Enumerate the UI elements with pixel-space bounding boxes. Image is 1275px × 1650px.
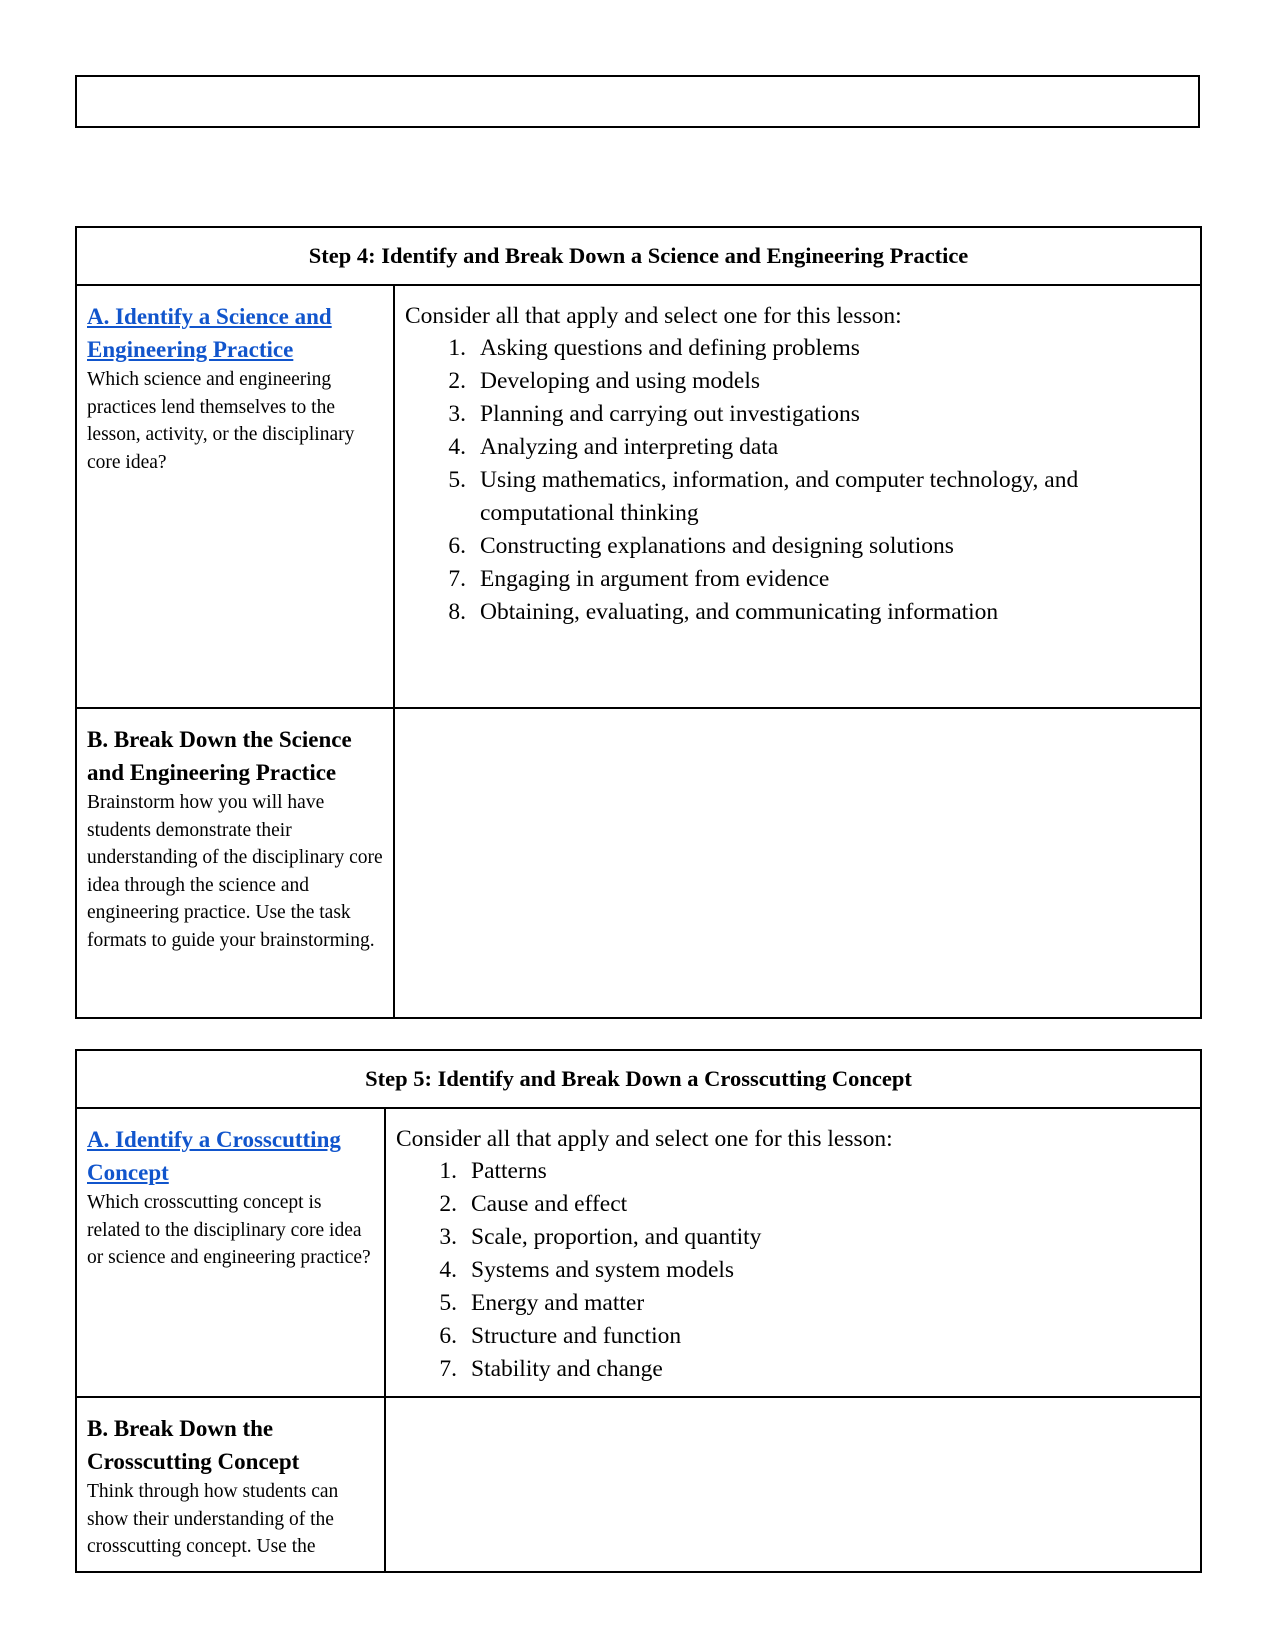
list-item: 3. Scale, proportion, and quantity (439, 1224, 762, 1250)
list-item: 2. Developing and using models (448, 368, 761, 394)
step4-section-a-label-cell (76, 285, 394, 708)
list-item: 7. Stability and change (439, 1356, 663, 1382)
list-item: 5. Energy and matter (439, 1290, 645, 1316)
step5-title: Step 5: Identify and Break Down a Crosscutting Concept (76, 1050, 1201, 1108)
step4-identify-practice-link[interactable]: A. Identify a Science and Engineering Practice (87, 304, 332, 362)
list-item: 2. Cause and effect (439, 1191, 628, 1217)
step5-identify-concept-link[interactable]: A. Identify a Crosscutting Concept (87, 1127, 341, 1185)
top-empty-box[interactable] (75, 75, 1200, 128)
list-item: 1. Patterns (439, 1158, 547, 1184)
step5-section-a-label-cell (76, 1108, 385, 1397)
step4-section-a-content-cell[interactable] (394, 285, 1201, 708)
step4-practice-intro: Consider all that apply and select one for this lesson: (405, 303, 902, 329)
step4-section-b-description: Brainstorm how you will have students demonstrate their understanding of the disciplinary core idea through the science and engineering practice. Use the task formats to guide your brainstorming. (87, 792, 383, 951)
list-item: 4. Analyzing and interpreting data (448, 434, 779, 460)
step5-table (75, 1049, 1202, 1573)
list-item: 1. Asking questions and defining problems (448, 335, 860, 361)
step4-table (75, 226, 1202, 1019)
step5-section-b-description: Think through how students can show their understanding of the crosscutting concept. Use the (87, 1481, 339, 1557)
list-item: 3. Planning and carrying out investigations (448, 401, 860, 427)
step5-concept-intro: Consider all that apply and select one for this lesson: (396, 1126, 893, 1152)
step5-section-a-content-cell[interactable] (385, 1108, 1201, 1397)
step5-breakdown-answer-cell[interactable] (385, 1397, 1201, 1572)
step4-title: Step 4: Identify and Break Down a Science and Engineering Practice (76, 227, 1201, 285)
step4-section-b-label-cell (76, 708, 394, 1018)
step5-breakdown-heading: B. Break Down the Crosscutting Concept (87, 1416, 300, 1474)
step4-breakdown-heading: B. Break Down the Science and Engineering Practice (87, 727, 352, 785)
step4-section-a-description: Which science and engineering practices lend themselves to the lesson, activity, or the disciplinary core idea? (87, 369, 355, 473)
list-item: 4. Systems and system models (439, 1257, 735, 1283)
list-item: 8. Obtaining, evaluating, and communicating information (448, 599, 999, 625)
step4-practice-list (405, 332, 1190, 629)
list-item: 6. Constructing explanations and designing solutions (448, 533, 954, 559)
list-item: 7. Engaging in argument from evidence (448, 566, 830, 592)
step4-breakdown-answer-cell[interactable] (394, 708, 1201, 1018)
step5-section-b-label-cell (76, 1397, 385, 1572)
list-item: 5. Using mathematics, information, and computer technology, and computational thinking (448, 467, 1079, 526)
list-item: 6. Structure and function (439, 1323, 682, 1349)
step5-section-a-description: Which crosscutting concept is related to the disciplinary core idea or science and engineering practice? (87, 1192, 371, 1268)
step5-concept-list (396, 1155, 1190, 1386)
